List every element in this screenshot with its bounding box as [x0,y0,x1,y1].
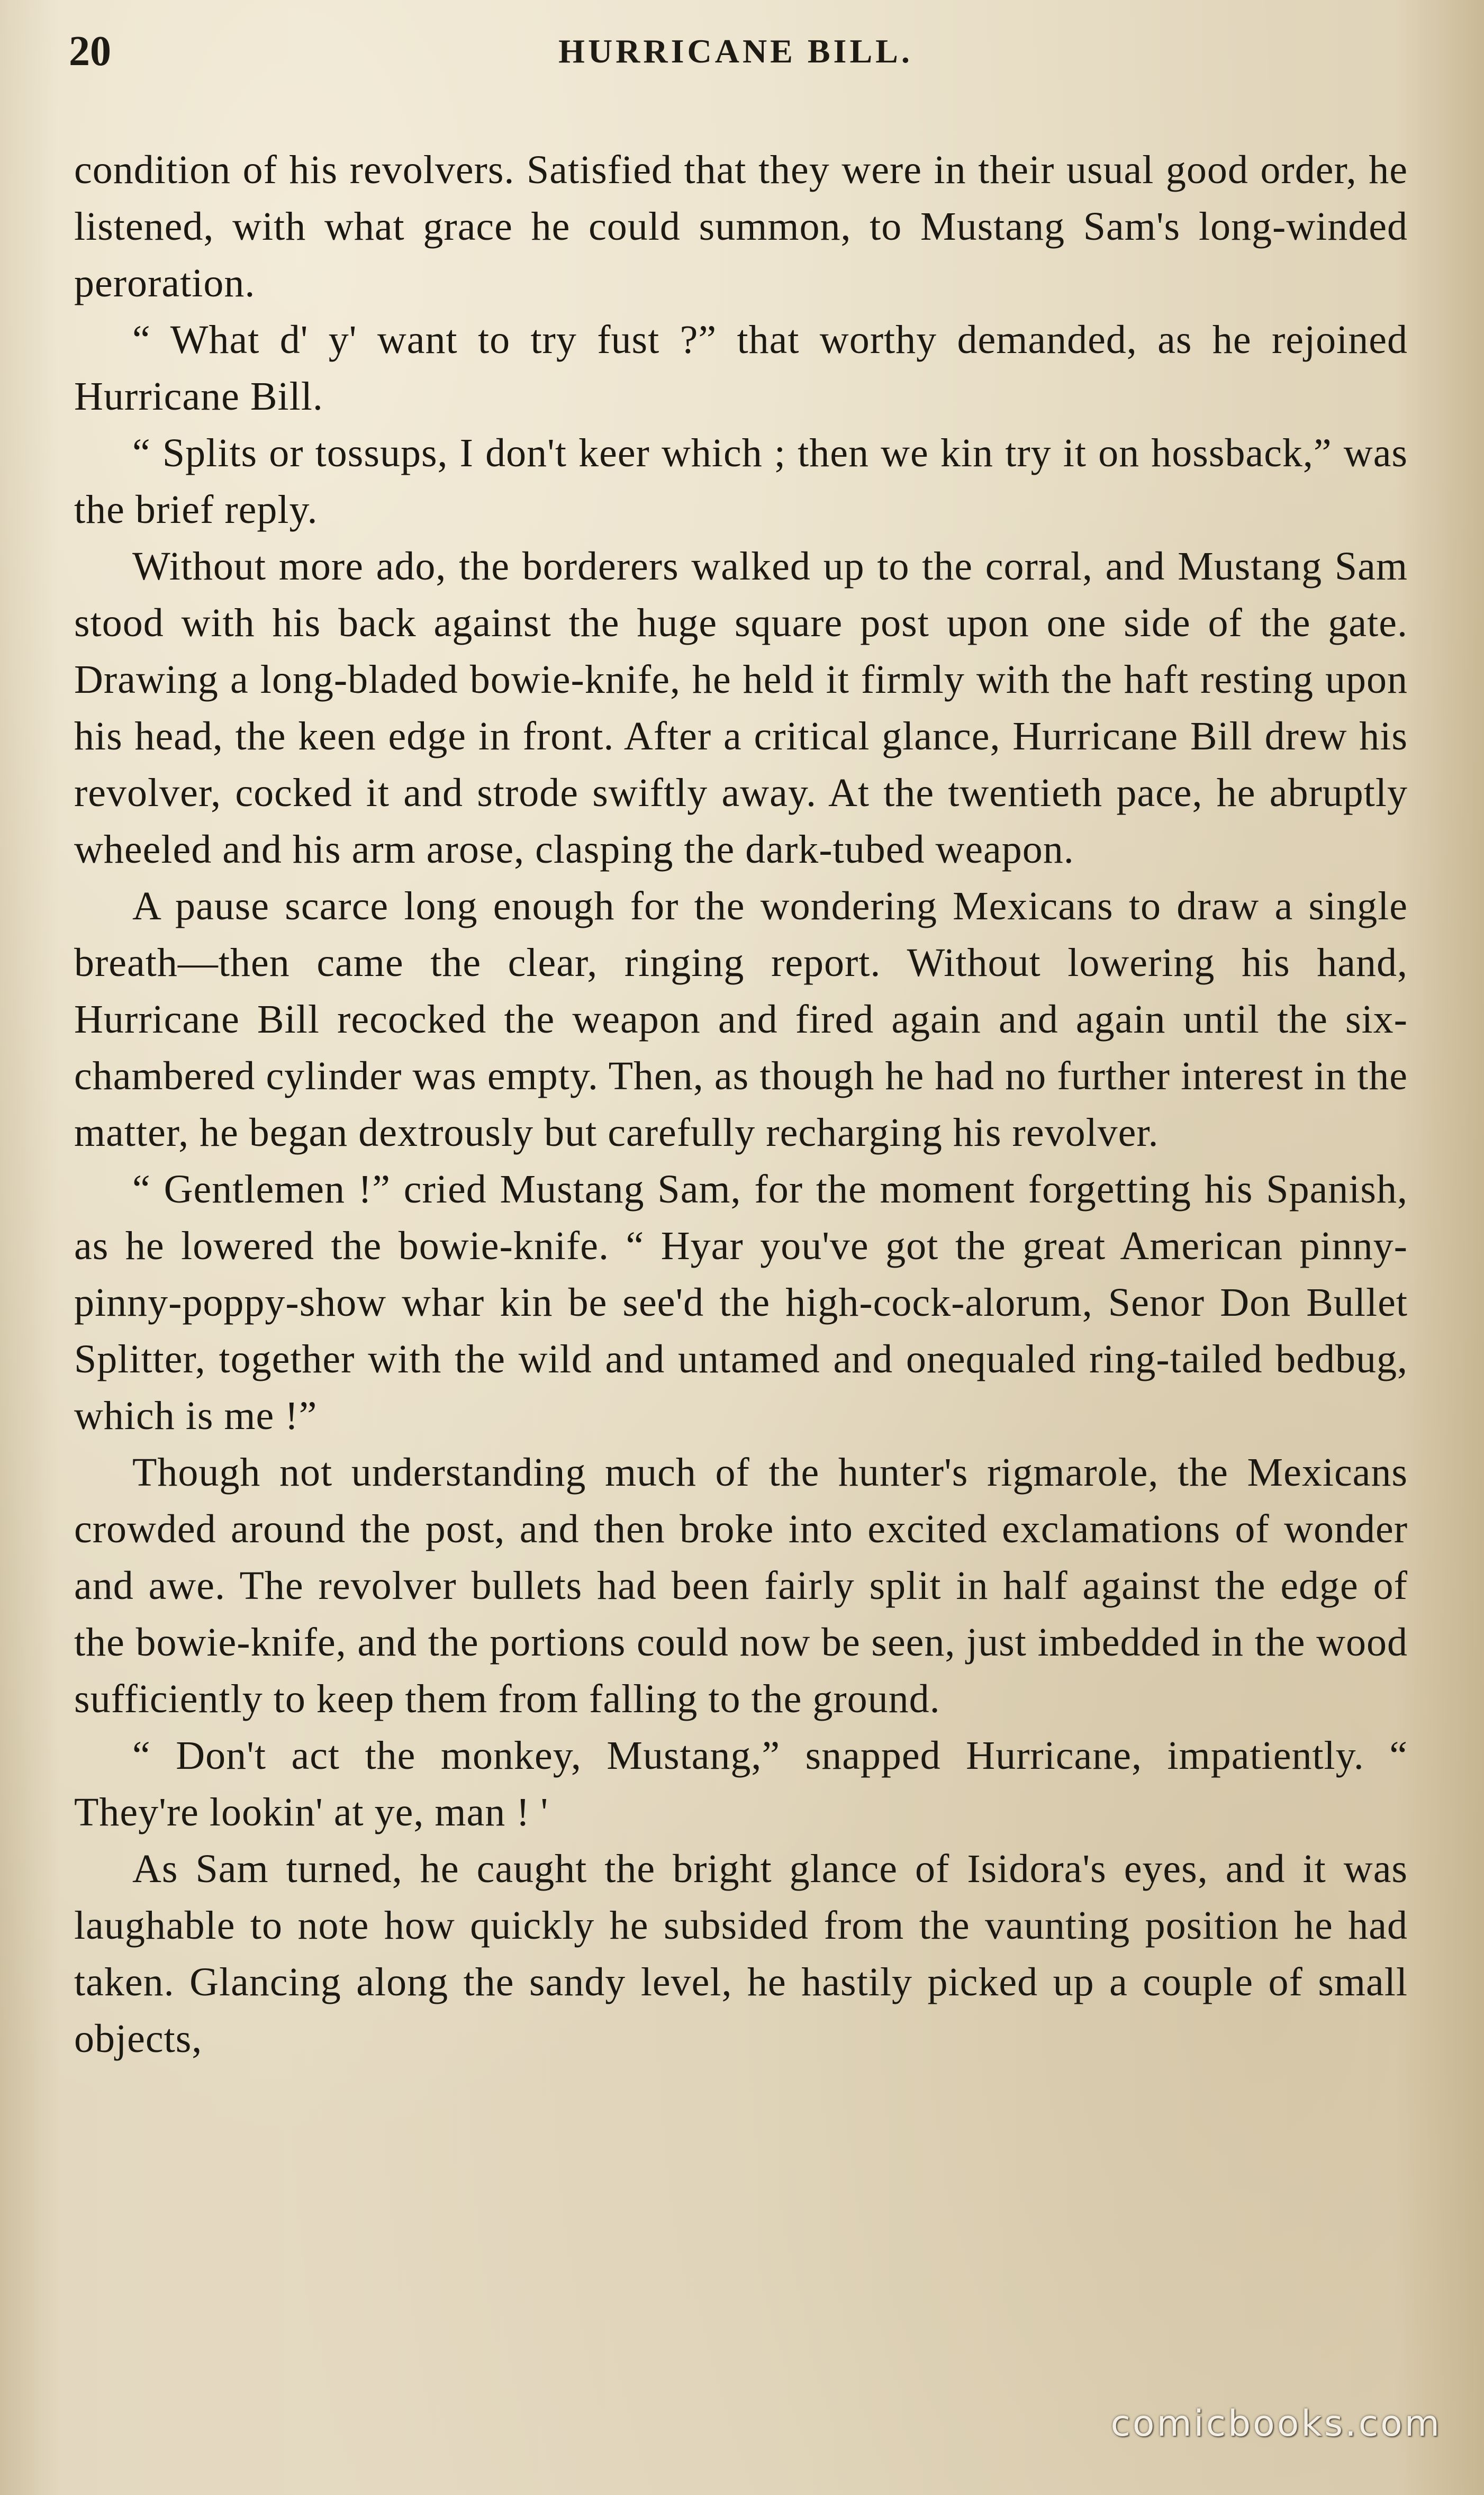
page-header [69,28,1402,91]
body-text [74,142,1408,2067]
page-number: 20 [69,28,111,75]
paragraph-2: “ What d' y' want to try fust ?” that worthy demanded, as he rejoined Hurricane Bill. [74,318,1408,419]
paragraph-7: Though not understanding much of the hunter's rigmarole, the Mexicans crowded around the post, and then broke into excited exclamations of wonder and awe. The revolver bullets had been fairly split in half against the edge of the bowie-knife, and the portions could now be seen, just imbedded in the wood sufficiently to keep them from falling to the ground. [74,1450,1408,1721]
watermark: comicbooks.com [1110,2403,1442,2445]
paragraph-4: Without more ado, the borderers walked up to the corral, and Mustang Sam stood with his back against the huge square post upon one side of the gate. Drawing a long-bladed bowie-knife, he held it firmly with the haft resting upon his head, the keen edge in front. After a critical glance, Hurricane Bill drew his revolver, cocked it and strode swiftly away. At the twentieth pace, he abruptly wheeled and his arm arose, clasping the dark-tubed weapon. [74,544,1408,872]
paragraph-8: “ Don't act the monkey, Mustang,” snapped Hurricane, impatiently. “ They're lookin' at ye, man ! ' [74,1733,1408,1834]
paragraph-1: condition of his revolvers. Satisfied that they were in their usual good order, he listened, with what grace he could summon, to Mustang Sam's long-winded peroration. [74,148,1408,305]
paragraph-9: As Sam turned, he caught the bright glance of Isidora's eyes, and it was laughable to note how quickly he subsided from the vaunting position he had taken. Glancing along the sandy level, he hastily picked up a couple of small objects, [74,1847,1408,2061]
running-title: HURRICANE BILL. [558,32,913,70]
paragraph-6: “ Gentlemen !” cried Mustang Sam, for the moment forgetting his Spanish, as he lowered the bowie-knife. “ Hyar you've got the great American pinny-pinny-poppy-show whar kin be see'd the high-cock-alorum, Senor Don Bullet Splitter, together with the wild and untamed and onequaled ring-tailed bedbug, which is me !” [74,1167,1408,1438]
paragraph-5: A pause scarce long enough for the wondering Mexicans to draw a single breath—then came the clear, ringing report. Without lowering his hand, Hurricane Bill recocked the weapon and fired again and again until the six-chambered cylinder was empty. Then, as though he had no further interest in the matter, he began dextrously but carefully recharging his revolver. [74,884,1408,1155]
paragraph-3: “ Splits or tossups, I don't keer which ; then we kin try it on hossback,” was the brief reply. [74,431,1408,532]
